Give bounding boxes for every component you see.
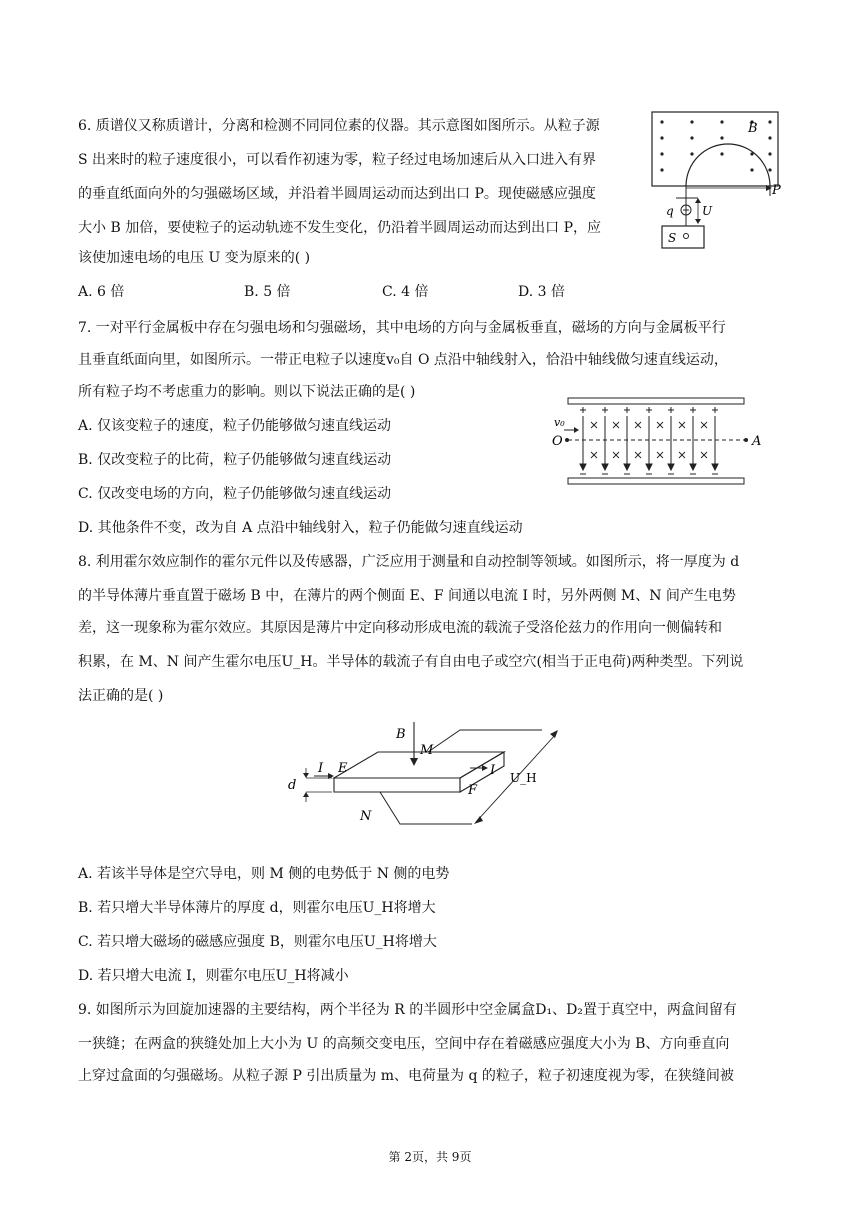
q7-option-b: B. 仅改变粒子的比荷，粒子仍能够做匀速直线运动 xyxy=(78,452,392,468)
q9-line-3: 上穿过盒面的匀强磁场。从粒子源 P 引出质量为 m、电荷量为 q 的粒子，粒子初速度视为零，在狭缝间被 xyxy=(78,1068,734,1084)
q8-option-d: D. 若只增大电流 I，则霍尔电压U_H将减小 xyxy=(78,968,349,984)
fig6-label-b: B xyxy=(748,121,758,136)
q7-line-3: 所有粒子均不考虑重力的影响。则以下说法正确的是( ) xyxy=(78,384,416,400)
q6-option-b: B. 5 倍 xyxy=(244,284,291,300)
fig6-label-s: S xyxy=(668,231,677,245)
fig6-label-q: q xyxy=(666,204,674,218)
q6-line-2: S 出来时的粒子速度很小，可以看作初速为零，粒子经过电场加速后从入口进入有界 xyxy=(78,152,597,168)
q8-line-2: 的半导体薄片垂直置于磁场 B 中，在薄片的两个侧面 E、F 间通以电流 I 时，另外两侧 M、N 间产生电势 xyxy=(78,588,736,604)
mass-spectrometer-figure xyxy=(648,108,782,254)
q6-line-5: 该使加速电场的电压 U 变为原来的( ) xyxy=(78,250,311,266)
q6-option-a: A. 6 倍 xyxy=(78,284,125,300)
fig8-label-uh: U_H xyxy=(510,771,537,785)
fig6-label-u: U xyxy=(702,204,713,218)
q7-option-d: D. 其他条件不变，改为自 A 点沿中轴线射入，粒子仍能做匀速直线运动 xyxy=(78,520,523,536)
fig7-label-v0: v₀ xyxy=(554,416,565,429)
q8-line-5: 法正确的是( ) xyxy=(78,688,164,704)
hall-effect-figure xyxy=(280,716,580,840)
q8-line-4: 积累，在 M、N 间产生霍尔电压U_H。半导体的载流子有自由电子或空穴(相当于正电荷)两种类型。下列说 xyxy=(78,654,744,670)
fig7-label-a: A xyxy=(752,434,762,449)
fig8-label-n: N xyxy=(360,809,372,824)
q8-option-b: B. 若只增大半导体薄片的厚度 d，则霍尔电压U_H将增大 xyxy=(78,900,436,916)
q6-option-d: D. 3 倍 xyxy=(518,284,565,300)
fig8-label-i-right: I xyxy=(490,763,496,778)
q6-line-1: 6. 质谱仪又称质谱计，分离和检测不同同位素的仪器。其示意图如图所示。从粒子源 xyxy=(78,118,600,134)
q6-line-3: 的垂直纸面向外的匀强磁场区域，并沿着半圆周运动而达到出口 P。现使磁感应强度 xyxy=(78,186,596,202)
q7-option-a: A. 仅该变粒子的速度，粒子仍能够做匀速直线运动 xyxy=(78,418,392,434)
fig8-label-d: d xyxy=(288,778,297,793)
q6-option-c: C. 4 倍 xyxy=(382,284,429,300)
q8-line-3: 差，这一现象称为霍尔效应。其原因是薄片中定向移动形成电流的载流子受洛伦兹力的作用向一侧偏转和 xyxy=(78,620,722,636)
fig8-label-e: E xyxy=(338,761,348,776)
q7-line-2: 且垂直纸面向里，如图所示。一带正电粒子以速度v₀自 O 点沿中轴线射入，恰沿中轴线做匀速直线运动， xyxy=(78,352,728,368)
fig6-label-p: P xyxy=(772,183,781,198)
fig8-label-b: B xyxy=(396,727,406,742)
q8-line-1: 8. 利用霍尔效应制作的霍尔元件以及传感器，广泛应用于测量和自动控制等领域。如图所示，将一厚度为 d xyxy=(78,554,740,570)
q8-option-c: C. 若只增大磁场的磁感应强度 B，则霍尔电压U_H将增大 xyxy=(78,934,437,950)
page-footer: 第 2页，共 9页 xyxy=(388,1150,472,1164)
q9-line-1: 9. 如图所示为回旋加速器的主要结构，两个半径为 R 的半圆形中空金属盒D₁、D₂置于真空中，两盒间留有 xyxy=(78,1002,737,1018)
fig8-label-m: M xyxy=(420,743,434,758)
q6-line-4: 大小 B 加倍，要使粒子的运动轨迹不发生变化，仍沿着半圆周运动而达到出口 P，应 xyxy=(78,220,602,236)
parallel-plates-figure xyxy=(550,394,784,488)
q7-option-c: C. 仅改变电场的方向，粒子仍能够做匀速直线运动 xyxy=(78,486,392,502)
q8-option-a: A. 若该半导体是空穴导电，则 M 侧的电势低于 N 侧的电势 xyxy=(78,866,450,882)
q7-line-1: 7. 一对平行金属板中存在匀强电场和匀强磁场，其中电场的方向与金属板垂直，磁场的方向与金属板平行 xyxy=(78,320,726,336)
fig8-label-f: F xyxy=(468,783,478,798)
semicircle-path xyxy=(686,144,770,186)
q9-line-2: 一狭缝；在两盒的狭缝处加上大小为 U 的高频交变电压，空间中存在着磁感应强度大小为 B、方向垂直向 xyxy=(78,1036,730,1052)
fig8-label-i-left: I xyxy=(318,761,324,776)
fig7-label-o: O xyxy=(552,434,563,449)
